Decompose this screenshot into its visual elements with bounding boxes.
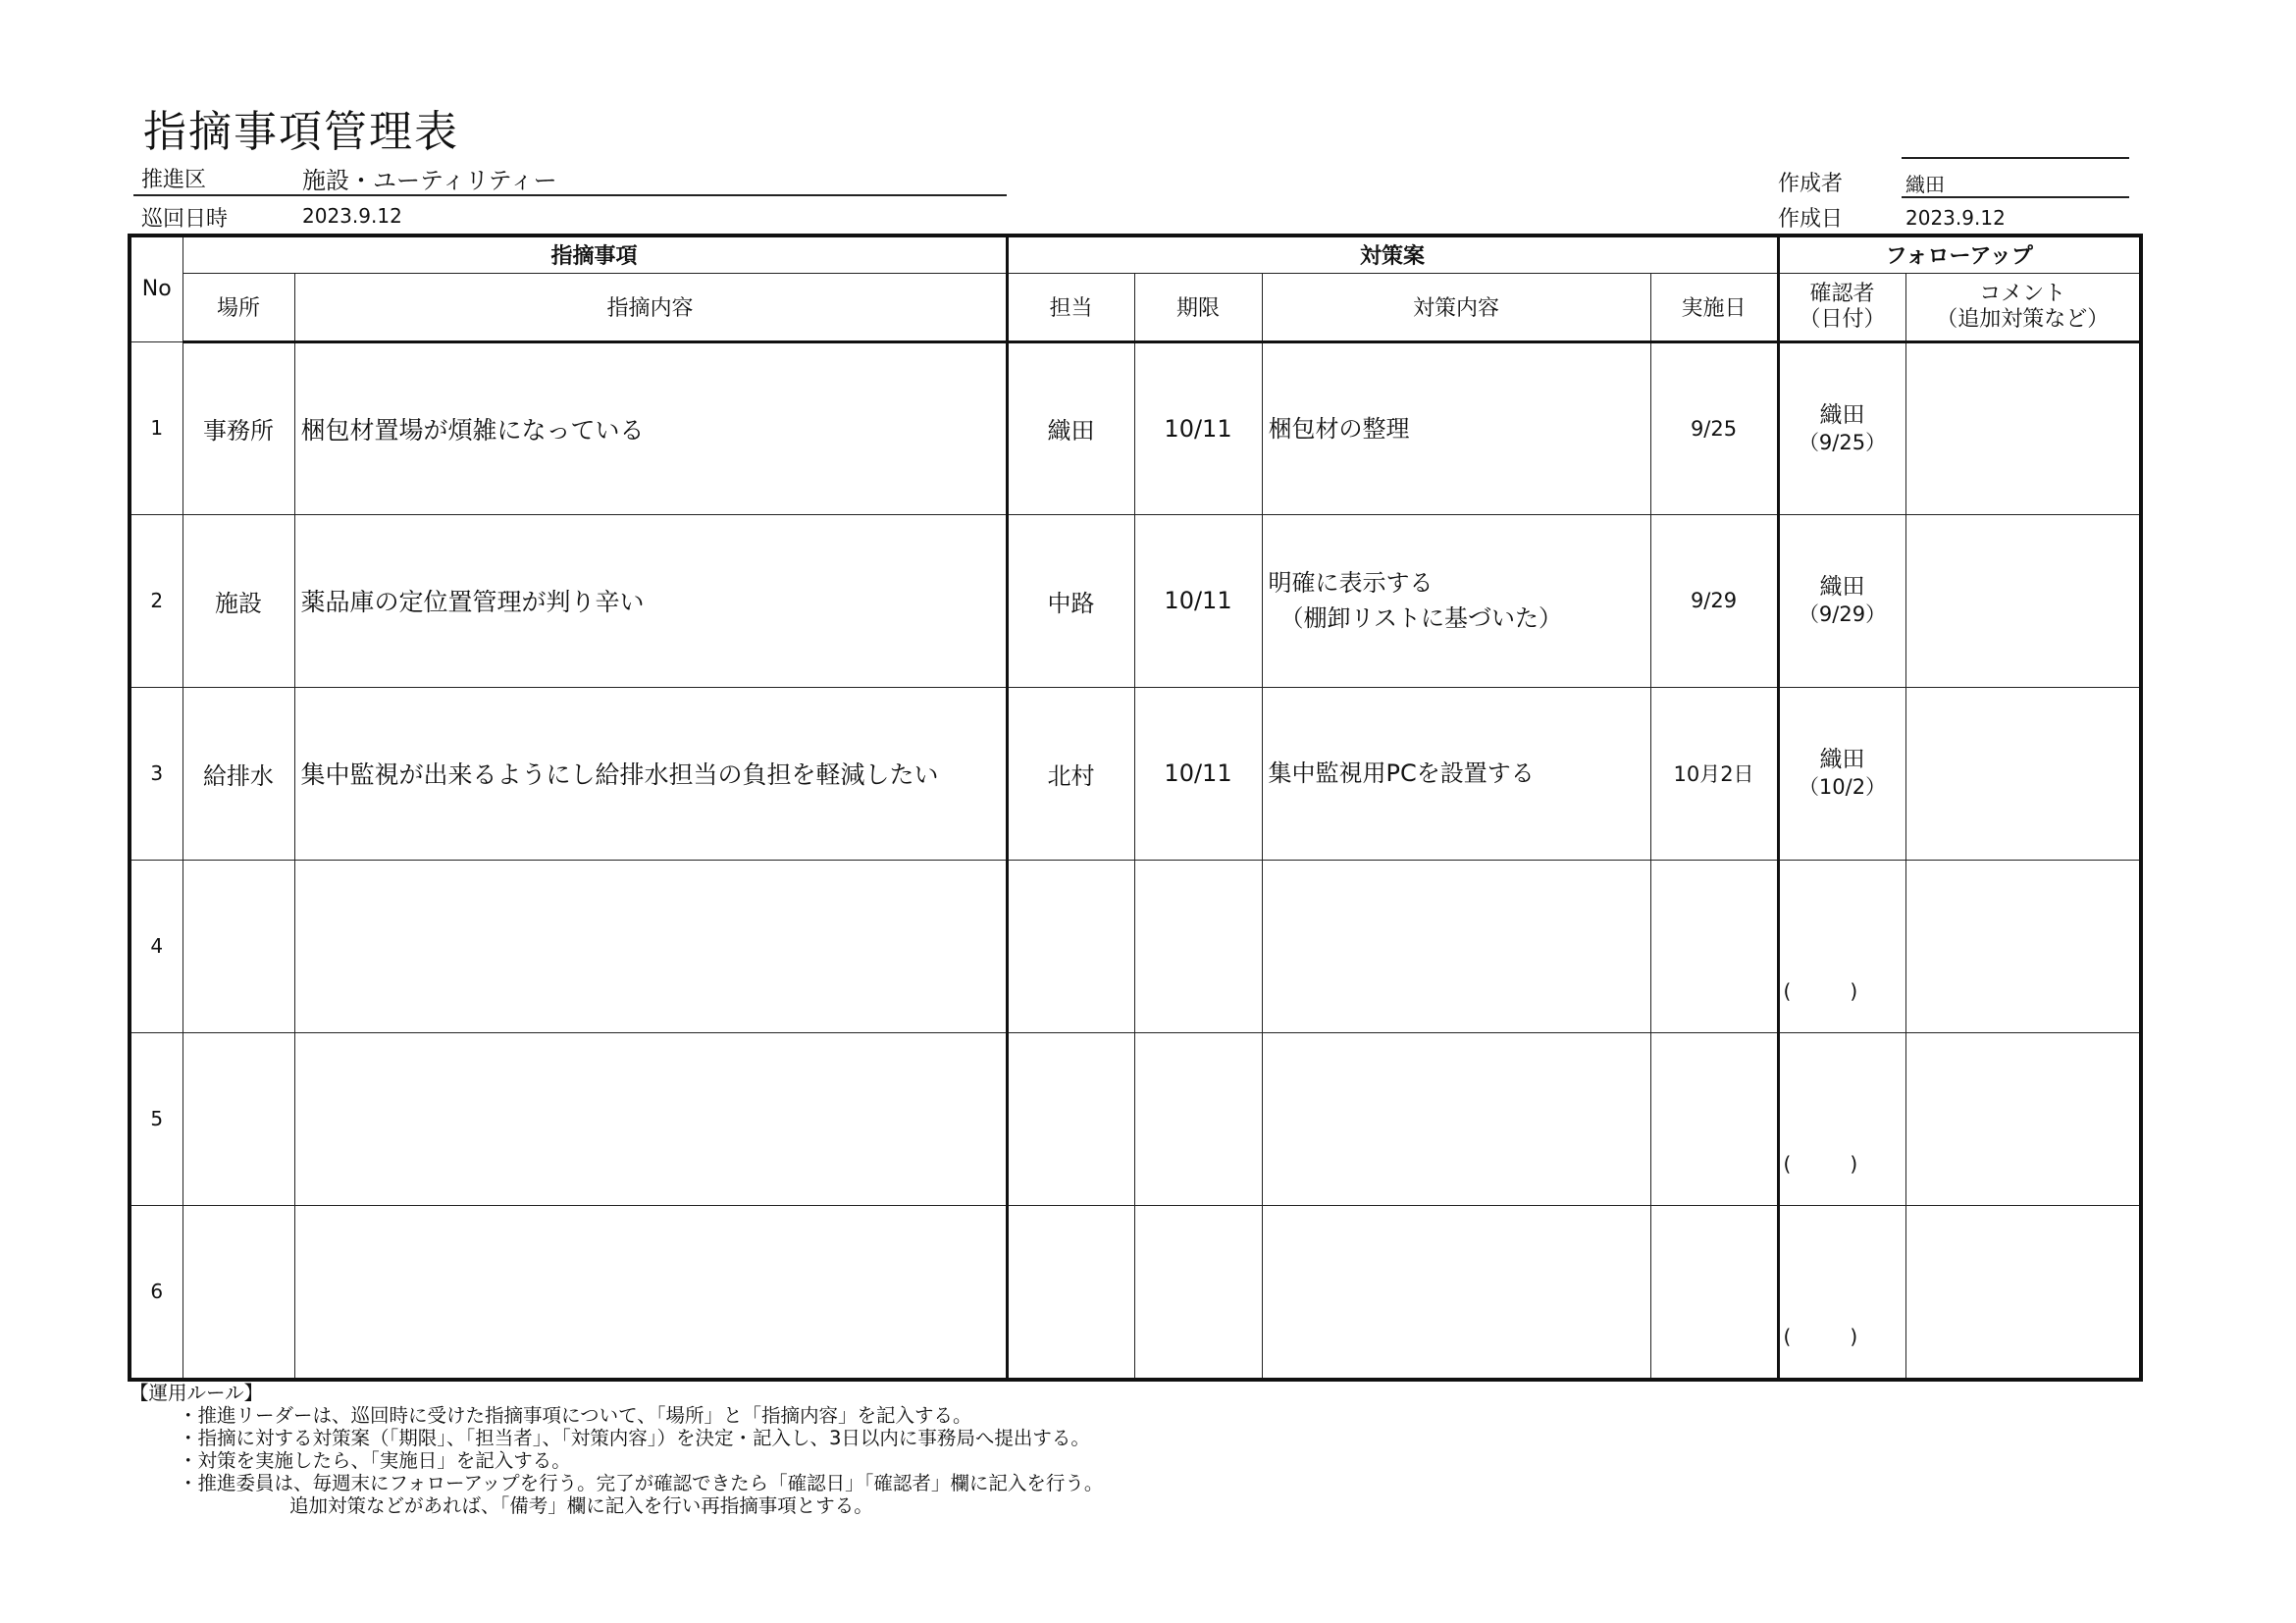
row-confirmer: 織田 [1819,747,1865,772]
col-comment-line2: （追加対策など） [1936,306,2110,332]
col-person: 担当 [1007,273,1134,341]
rule-continuation: 追加対策などがあれば、「備考」欄に記入を行い再指摘事項とする。 [289,1494,873,1517]
group-finding: 指摘事項 [183,236,1007,273]
row-measure-line1: 集中監視用PCを設置する [1268,759,1535,787]
created-date-label: 作成日 [1778,207,1844,232]
row-confirm [1778,341,1905,514]
row-place: 給排水 [183,687,294,860]
row-content [294,1032,1007,1205]
row-person: 織田 [1007,341,1134,514]
author-underline [1902,196,2129,198]
rule-item: ・推進リーダーは、巡回時に受けた指摘事項について、「場所」と「指摘内容」を記入する。 [179,1404,972,1427]
row-person [1007,1032,1134,1205]
rules-section [130,1382,1103,1517]
row-no: 4 [130,860,183,1032]
row-measure-line1: 梱包材の整理 [1268,414,1410,443]
row-place [183,1205,294,1380]
group-followup: フォローアップ [1778,236,2141,273]
row-content [294,860,1007,1032]
row-comment [1905,1205,2141,1380]
row-place [183,860,294,1032]
row-confirm [1778,860,1905,1032]
table-row [130,1032,2141,1205]
col-place: 場所 [183,273,294,341]
table-row [130,341,2141,514]
table-row [130,1205,2141,1380]
col-comment [1905,273,2141,341]
col-deadline: 期限 [1134,273,1262,341]
patrol-date-value: 2023.9.12 [302,204,402,228]
table-row [130,860,2141,1032]
author-topline [1902,157,2129,159]
col-confirmer-line2: （日付） [1799,306,1886,332]
col-done-date: 実施日 [1650,273,1778,341]
area-label: 推進区 [141,168,207,192]
row-done-date [1650,1032,1778,1205]
row-person [1007,1205,1134,1380]
rules-heading: 【運用ルール】 [130,1382,264,1404]
col-confirmer [1778,273,1905,341]
table-row [130,514,2141,687]
row-comment [1905,514,2141,687]
patrol-date-label: 巡回日時 [141,207,229,232]
col-measure: 対策内容 [1262,273,1650,341]
col-content: 指摘内容 [294,273,1007,341]
findings-table [128,234,2143,1382]
row-content: 梱包材置場が煩雑になっている [294,341,1007,514]
row-place: 施設 [183,514,294,687]
row-comment [1905,341,2141,514]
row-person: 中路 [1007,514,1134,687]
row-done-date: 10月2日 [1650,687,1778,860]
area-underline [133,194,1007,196]
row-confirm-placeholder: ( ) [1783,978,1858,1003]
rule-item: ・推進委員は、毎週末にフォローアップを行う。完了が確認できたら「確認日」「確認者」欄に記入を行う。 [179,1472,1104,1494]
row-measure-line1: 明確に表示する [1268,569,1434,597]
row-place [183,1032,294,1205]
row-done-date: 9/29 [1650,514,1778,687]
area-value: 施設・ユーティリティー [302,167,557,194]
row-confirm [1778,514,1905,687]
col-confirmer-line1: 確認者 [1809,281,1875,306]
row-measure [1262,1032,1650,1205]
row-deadline [1134,860,1262,1032]
row-done-date: 9/25 [1650,341,1778,514]
rule-item: ・指摘に対する対策案（「期限」、「担当者」、「対策内容」）を決定・記入し、3日以内に事務局へ提出する。 [179,1427,1090,1449]
col-comment-line1: コメント [1979,281,2066,306]
row-deadline: 10/11 [1134,514,1262,687]
page-title: 指摘事項管理表 [143,107,459,157]
row-place: 事務所 [183,341,294,514]
row-confirm [1778,687,1905,860]
row-content [294,1205,1007,1380]
row-measure [1262,1205,1650,1380]
row-no: 3 [130,687,183,860]
row-confirm [1778,1205,1905,1380]
row-content: 集中監視が出来るようにし給排水担当の負担を軽減したい [294,687,1007,860]
row-measure [1262,514,1650,687]
table-row [130,687,2141,860]
row-deadline [1134,1032,1262,1205]
row-confirm-placeholder: ( ) [1783,1324,1858,1348]
row-comment [1905,860,2141,1032]
row-deadline [1134,1205,1262,1380]
row-measure [1262,687,1650,860]
col-no: No [130,236,183,341]
row-done-date [1650,860,1778,1032]
group-countermeasure: 対策案 [1007,236,1778,273]
row-measure [1262,860,1650,1032]
author-label: 作成者 [1778,172,1844,196]
row-confirm-date: （10/2） [1798,775,1887,799]
row-no: 2 [130,514,183,687]
row-deadline: 10/11 [1134,687,1262,860]
row-confirmer: 織田 [1819,401,1865,428]
row-confirm [1778,1032,1905,1205]
row-content: 薬品庫の定位置管理が判り辛い [294,514,1007,687]
row-no: 6 [130,1205,183,1380]
row-no: 5 [130,1032,183,1205]
row-confirm-placeholder: ( ) [1783,1151,1858,1176]
row-done-date [1650,1205,1778,1380]
row-confirm-date: （9/25） [1798,430,1887,454]
row-person: 北村 [1007,687,1134,860]
row-measure [1262,341,1650,514]
row-comment [1905,1032,2141,1205]
author-value: 織田 [1905,173,1945,196]
row-confirm-date: （9/29） [1798,602,1887,626]
row-measure-line2: （棚卸リストに基づいた） [1279,604,1563,632]
row-no: 1 [130,341,183,514]
created-date-value: 2023.9.12 [1905,206,2006,230]
row-comment [1905,687,2141,860]
row-confirmer: 織田 [1819,574,1865,600]
row-deadline: 10/11 [1134,341,1262,514]
rule-item: ・対策を実施したら、「実施日」を記入する。 [179,1449,571,1472]
row-person [1007,860,1134,1032]
